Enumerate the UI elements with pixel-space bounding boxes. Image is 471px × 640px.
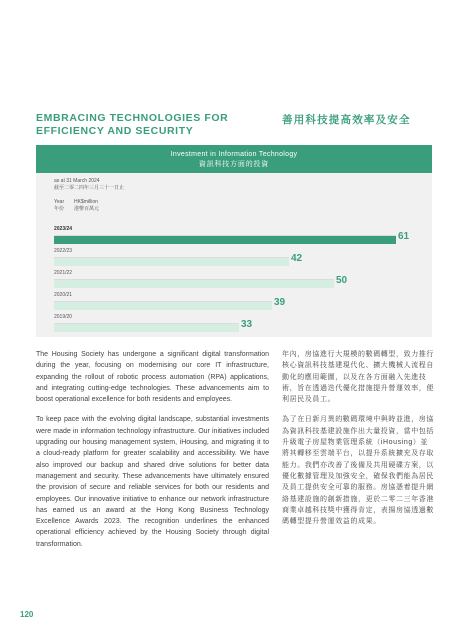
page-number: 120 [20,610,34,619]
asof-en: as at 31 March 2024 [54,178,100,184]
year-label-zh: 年份 [54,206,65,212]
bar [54,279,334,288]
body-text-zh [282,349,435,536]
bar [54,323,239,332]
section-heading-zh: 善用科技提高效率及安全 [282,114,411,126]
body-zh-paragraph-1: 年內，房協進行大規模的數碼轉型，致力推行核心資訊科技基建現代化、擴大機械人流程自動化的應用範圍，以及在各方面融入先進技術，旨在透過迭代優化措施提升營運效率，便利居民及員工。 [282,351,434,404]
chart-title-zh: 資訊科技方面的投資 [198,161,270,168]
bar [54,257,289,266]
body-text-en [36,349,269,559]
bar-value-label: 39 [274,297,286,308]
bar-category-label: 2019/20 [54,314,73,320]
body-en-paragraph-2: To keep pace with the evolving digital landscape, substantial investments were made in information technology infrastructure. Our initiatives included upgrading our housing management system, iHousing, and migrating it to a cloud-ready platform for greater scalability and accessibility. We have also improved our backup and shared drive solutions for better data management and security. These advancements have ultimately ensured the provision of secure and reliable services for both our residents and employees. Our innovative initiative to enhance our network infrastructure has earned us an award at the Hong Kong Business Technology Excellence Awards 2023. The recognition underlines the enhanced operational efficiency achieved by the Housing Society through digital transformation. [36,416,269,548]
year-label-en: Year [54,199,65,205]
chart-title-en: Investment in Information Technology [170,151,298,158]
unit-label-en: HK$million [74,199,98,205]
bar-value-label: 50 [336,275,348,286]
bar-category-label: 2023/24 [54,226,73,232]
body-en-paragraph-1: The Housing Society has undergone a significant digital transformation during the year, focusing on modernising our core IT infrastructure, expanding the rollout of robotic process automation (RPA) applications, and integrating cutting-edge technologies. These advancements aim to boost operational excellence for both residents and employees. [36,351,269,404]
bar [54,301,272,310]
bar-value-label: 33 [241,319,253,330]
bar-category-label: 2020/21 [54,292,73,298]
bar-value-label: 42 [291,253,303,264]
unit-label-zh: 港幣百萬元 [74,206,100,212]
bar-category-label: 2021/22 [54,270,73,276]
it-investment-chart [36,145,432,337]
bar-category-label: 2022/23 [54,248,73,254]
body-zh-paragraph-2: 為了在日新月異的數碼環境中與時並進，房協為資訊科技基建設施作出大量投資，當中包括升級電子房屋物業管理系統（iHousing）並將其轉移至雲端平台，以提升系統擴充及存取能力。我們亦改善了後備及共用硬碟方案，以優化數據管理及加強安全，確保我們能為居民及員工提供安全可靠的服務。房協憑着提升網絡基建設施的創新措施，更於二零二三年香港商業卓越科技獎中獲得肯定，表揚房協透過數碼轉型提升營運效益的成果。 [282,416,434,526]
asof-zh: 截至二零二四年三月三十一日止 [54,185,125,191]
bar-value-label: 61 [398,231,410,242]
section-heading-en: EMBRACING TECHNOLOGIES FOR EFFICIENCY AND SECURITY [36,112,229,137]
chart-bars [36,145,432,337]
bar [54,235,396,244]
